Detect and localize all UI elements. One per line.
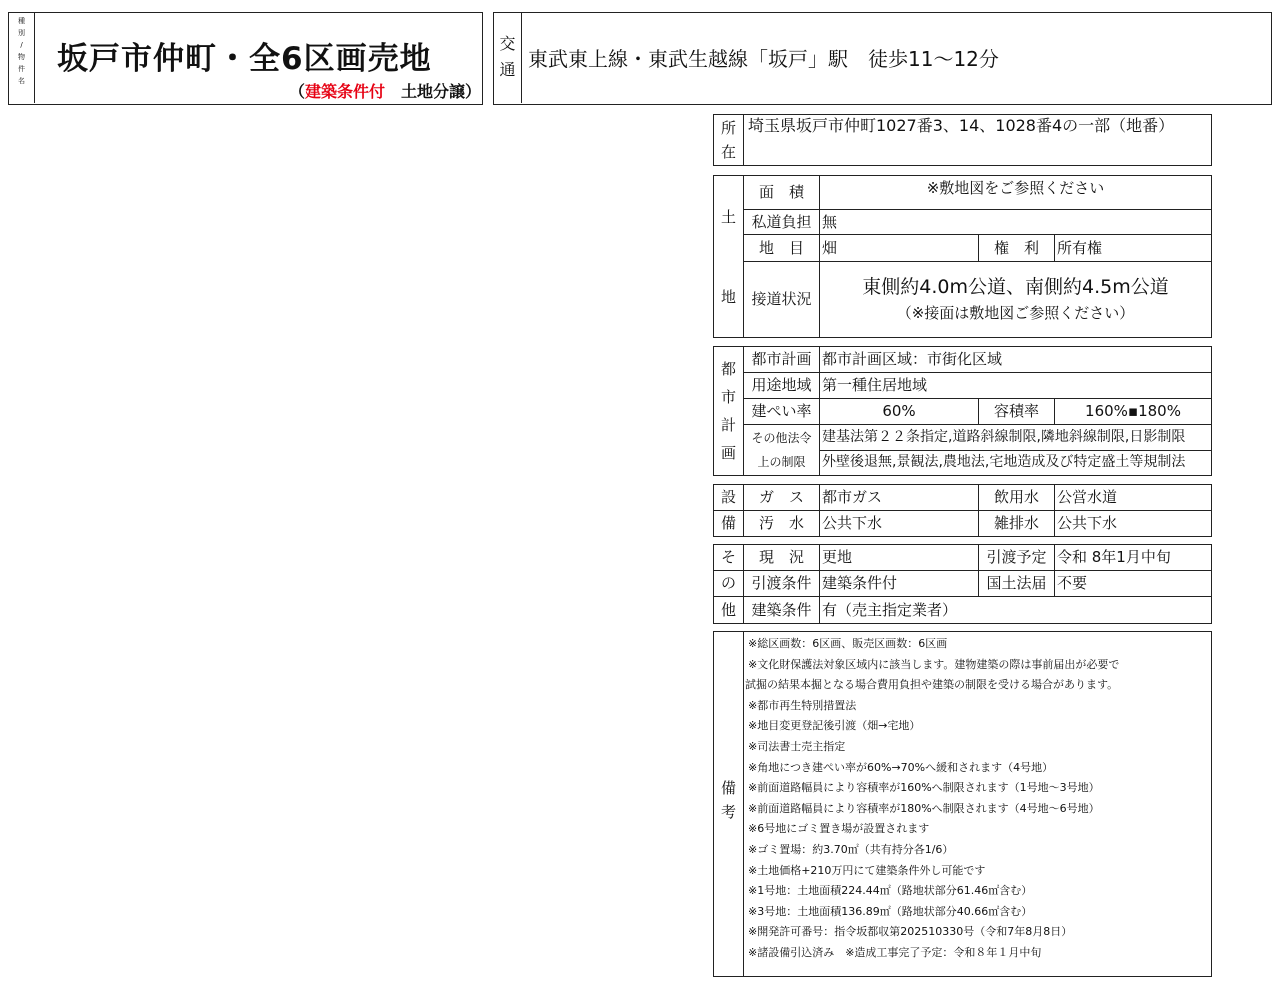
remark-line: ※前面道路幅員により容積率が180%へ制限されます（4号地〜6号地） — [748, 801, 1100, 815]
current-status-value: 更地 — [820, 545, 979, 571]
area-label: 面 積 — [744, 176, 820, 210]
remark-line: ※諸設備引込済み ※造成工事完了予定：令和８年１月中旬 — [748, 945, 1042, 959]
coverage-value: 60% — [820, 398, 979, 425]
remarks-box — [713, 631, 1212, 977]
remark-line: ※総区画数：6区画、販売区画数：6区画 — [748, 637, 948, 650]
remark-line: ※角地につき建ぺい率が60%→70%へ緩和されます（4号地） — [748, 760, 1054, 774]
city-plan-label: 都市計画 — [744, 347, 820, 373]
remarks-list — [745, 634, 1208, 964]
location-table — [713, 114, 1212, 166]
land-section-label: 土 地 — [714, 176, 744, 338]
transport-text: 東武東上線・東武生越線「坂戸」駅 徒歩11〜12分 — [528, 47, 999, 71]
land-act-notice-value: 不要 — [1055, 571, 1212, 597]
zoning-label: 用途地域 — [744, 372, 820, 398]
facilities-table — [713, 484, 1212, 537]
private-road-value: 無 — [820, 210, 1212, 235]
city-planning-table — [713, 346, 1212, 476]
land-category-label: 地 目 — [744, 235, 820, 261]
other-regulations-value-1: 建基法第２２条指定,道路斜線制限,隣地斜線制限,日影制限 — [820, 425, 1212, 450]
sewage-label: 汚 水 — [744, 511, 820, 537]
city-planning-section-label: 都 市 計 画 — [714, 347, 744, 476]
current-status-label: 現 況 — [744, 545, 820, 571]
drinking-water-label: 飲用水 — [979, 485, 1055, 511]
road-access-label: 接道状況 — [744, 261, 820, 338]
transport-label: 交 通 — [494, 13, 522, 103]
road-access-value: 東側約4.0m公道、南側約4.5m公道 — [862, 275, 1169, 298]
building-condition-value: 有（売主指定業者） — [820, 597, 1212, 624]
greywater-value: 公共下水 — [1055, 511, 1212, 537]
remark-line: 試掘の結果本掘となる場合費用負担や建築の制限を受ける場合があります。 — [745, 678, 1119, 692]
facilities-section-label-2: 備 — [714, 511, 744, 537]
land-category-value: 畑 — [820, 235, 979, 261]
land-act-notice-label: 国土法届 — [979, 571, 1055, 597]
road-access-cell — [820, 261, 1212, 338]
other-section-label-2: の — [714, 571, 744, 597]
building-condition-label: 建築条件 — [744, 597, 820, 624]
property-title: 坂戸市仲町・全6区画売地 — [57, 41, 432, 77]
other-regulations-value-2: 外壁後退無,景観法,農地法,宅地造成及び特定盛土等規制法 — [820, 450, 1212, 475]
zoning-value: 第一種住居地域 — [820, 372, 1212, 398]
other-table — [713, 544, 1212, 624]
remark-line: ※文化財保護法対象区域内に該当します。建物建築の際は事前届出が必要で — [748, 657, 1120, 671]
area-value: ※敷地図をご参照ください — [820, 176, 1212, 210]
gas-value: 都市ガス — [820, 485, 979, 511]
sewage-value: 公共下水 — [820, 511, 979, 537]
far-label: 容積率 — [979, 398, 1055, 425]
coverage-label: 建ぺい率 — [744, 398, 820, 425]
greywater-label: 雑排水 — [979, 511, 1055, 537]
remark-line: ※開発許可番号：指令坂都収第202510330号（令和7年8月8日） — [748, 925, 1073, 939]
remark-line: ※ゴミ置場：約3.70㎡（共有持分各1/6） — [748, 842, 954, 856]
remark-line: ※司法書士売主指定 — [748, 739, 846, 753]
remark-line: ※前面道路幅員により容積率が160%へ制限されます（1号地〜3号地） — [748, 781, 1100, 795]
remark-line: ※地目変更登記後引渡（畑→宅地） — [748, 719, 921, 733]
far-value: 160%▪180% — [1055, 398, 1212, 425]
location-label: 所 在 — [714, 115, 744, 166]
title-box — [8, 12, 483, 105]
other-section-label-1: そ — [714, 545, 744, 571]
delivery-date-label: 引渡予定 — [979, 545, 1055, 571]
rights-label: 権 利 — [979, 235, 1055, 261]
land-table — [713, 175, 1212, 338]
remark-line: ※1号地：土地面積224.44㎡（路地状部分61.46㎡含む） — [748, 884, 1033, 898]
delivery-date-value: 令和 8年1月中旬 — [1055, 545, 1212, 571]
rights-value: 所有権 — [1055, 235, 1212, 261]
remark-line: ※都市再生特別措置法 — [748, 698, 857, 712]
private-road-label: 私道負担 — [744, 210, 820, 235]
gas-label: ガ ス — [744, 485, 820, 511]
remarks-label: 備 考 — [714, 632, 744, 976]
other-regulations-label: その他法令 上の制限 — [744, 425, 820, 476]
city-plan-value: 都市計画区域：市街化区域 — [820, 347, 1212, 373]
type-label: 種 別 / 物 件 名 — [9, 13, 35, 103]
delivery-condition-label: 引渡条件 — [744, 571, 820, 597]
other-section-label-3: 他 — [714, 597, 744, 624]
facilities-section-label-1: 設 — [714, 485, 744, 511]
location-value: 埼玉県坂戸市仲町1027番3、14、1028番4の一部（地番） — [744, 115, 1212, 166]
road-access-note: （※接面は敷地図ご参照ください） — [896, 304, 1135, 323]
property-subtitle: （建築条件付 土地分譲） — [289, 82, 482, 101]
transport-box — [493, 12, 1272, 105]
remark-line: ※6号地にゴミ置き場が設置されます — [748, 822, 930, 836]
remark-line: ※土地価格+210万円にて建築条件外し可能です — [748, 863, 986, 877]
drinking-water-value: 公営水道 — [1055, 485, 1212, 511]
remark-line: ※3号地：土地面積136.89㎡（路地状部分40.66㎡含む） — [748, 904, 1033, 918]
delivery-condition-value: 建築条件付 — [820, 571, 979, 597]
